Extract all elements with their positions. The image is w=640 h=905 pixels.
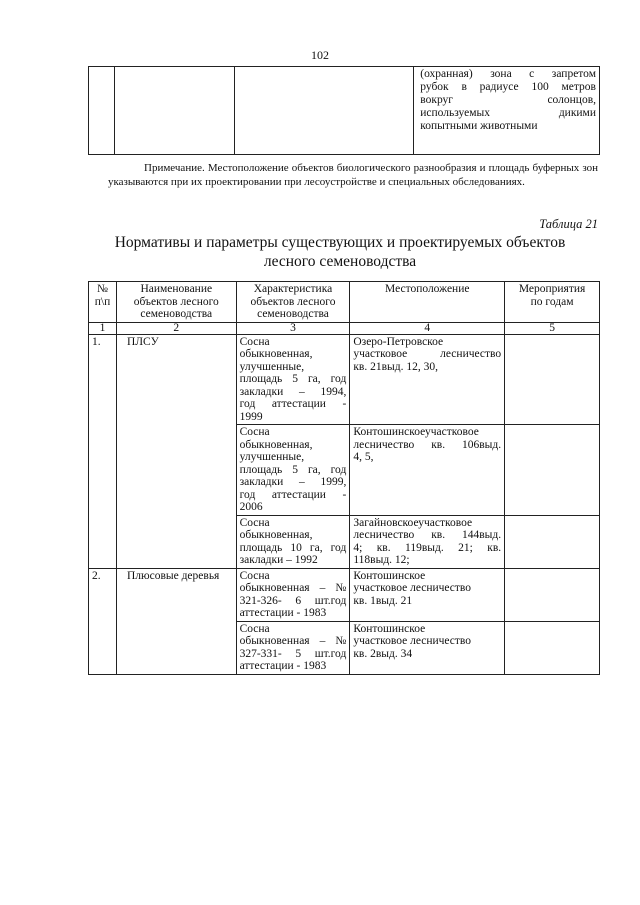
header-line: п\п [94,295,111,308]
top-cell-description [414,67,600,155]
cell-line: площадь 5 га, год [239,463,347,476]
header-location [350,282,505,323]
cell-line: кв. 21выд. 12, 30, [353,360,438,373]
row-num: 1. [89,334,117,568]
row-location [350,334,505,425]
row-measures [505,425,600,516]
seed-objects-table [88,281,600,675]
cell-line: участковое лесничество [353,582,472,594]
table-title-line-2: лесного семеноводства [263,253,417,270]
row-measures [505,515,600,568]
column-number-row [89,322,600,334]
table-row [89,568,600,621]
row-characteristic [236,568,350,621]
cell-line: Сосна [239,569,270,582]
column-number: 2 [116,322,236,334]
cell-line: 321-326- 6 шт.год [239,594,347,607]
cell-line: 118выд. 12; [353,554,410,566]
cell-line: улучшенные, [239,451,305,463]
cell-line: обыкновенная, [239,438,313,451]
header-line: по годам [530,295,574,308]
top-cell-1 [89,67,115,155]
row-location [350,425,505,516]
column-number: 5 [505,322,600,334]
cell-line: Контошинское [353,569,426,582]
cell-line: закладки – 1999, [239,476,347,488]
table-row [89,334,600,425]
column-number: 3 [236,322,350,334]
cell-line: закладки – 1992 [239,554,318,566]
header-measures [505,282,600,323]
top-line: копытными животными [420,120,538,132]
cell-line: Озеро-Петровское [353,335,444,348]
header-line: объектов лесного [133,295,219,308]
row-location [350,568,505,621]
header-characteristic [236,282,350,323]
cell-line: Сосна [239,516,270,529]
table-title-line-1: Нормативы и параметры существующих и проектируемых объектов [114,234,566,251]
top-line: вокруг солонцов, [420,94,596,106]
top-cell-2 [114,67,234,155]
cell-line: обыкновенная – № [239,582,347,594]
header-line: Характеристика [253,283,333,295]
cell-line: участковое лесничество [353,348,502,360]
cell-line: участковое лесничество [353,635,472,647]
row-characteristic [236,425,350,516]
cell-line: 327-331- 5 шт.год [239,647,347,660]
header-line: Местоположение [385,283,470,295]
cell-line: лесничество кв. 144выд. [353,529,502,541]
cell-line: Контошинскоеучастковое [353,426,479,438]
cell-line: лесничество кв. 106выд. [353,438,502,451]
table-title [100,233,580,271]
header-line: объектов лесного [250,295,336,308]
header-line: № [96,283,108,295]
cell-line: аттестации - 1983 [239,660,327,672]
header-name [116,282,236,323]
cell-line: обыкновенная, [239,529,313,541]
row-object-name: ПЛСУ [116,334,236,568]
cell-line: кв. 2выд. 34 [353,647,413,660]
row-characteristic [236,621,350,674]
header-line: Мероприятия [518,283,586,295]
cell-line: обыкновенная – № [239,635,347,647]
row-measures [505,621,600,674]
cell-line: 4; кв. 119выд. 21; кв. [353,541,502,554]
cell-line: Сосна [239,426,270,438]
continued-table [88,66,600,155]
cell-line: обыкновенная, [239,348,313,360]
cell-line: аттестации - 1983 [239,607,327,619]
row-measures [505,334,600,425]
row-object-name: Плюсовые деревья [116,568,236,674]
cell-line: Сосна [239,335,270,348]
top-line: рубок в радиусе 100 метров [420,81,596,93]
row-num: 2. [89,568,117,674]
header-line: семеноводства [140,308,213,320]
cell-line: год аттестации - [239,488,347,501]
row-location [350,621,505,674]
column-number: 4 [350,322,505,334]
row-location [350,515,505,568]
cell-line: 2006 [239,501,263,513]
table-label: Таблица 21 [539,217,598,231]
header-row [89,282,600,323]
cell-line: Загайновскоеучастковое [353,516,473,529]
top-cell-3 [234,67,414,155]
header-num [89,282,117,323]
note-paragraph: Примечание. Местоположение объектов биологического разнообразия и площадь буферных зон указываются при их проектировании при лесоустройстве и специальных обследованиях. [108,162,598,188]
cell-line: площадь 10 га, год [239,541,347,554]
cell-line: улучшенные, [239,360,305,373]
cell-line: кв. 1выд. 21 [353,594,413,607]
cell-line: год аттестации - [239,398,347,410]
header-line: семеноводства [257,308,329,320]
column-number: 1 [89,322,117,334]
cell-line: Контошинское [353,622,426,635]
cell-line: площадь 5 га, год [239,373,347,385]
cell-line: 4, 5, [353,451,374,463]
top-line: используемых дикими [420,107,596,119]
cell-line: закладки – 1994, [239,385,347,398]
top-line: (охранная) зона с запретом [420,68,596,80]
cell-line: Сосна [239,622,270,635]
row-measures [505,568,600,621]
header-line: Наименование [140,283,213,295]
row-characteristic [236,515,350,568]
cell-line: 1999 [239,410,263,423]
page-number: 102 [311,48,329,62]
row-characteristic [236,334,350,425]
